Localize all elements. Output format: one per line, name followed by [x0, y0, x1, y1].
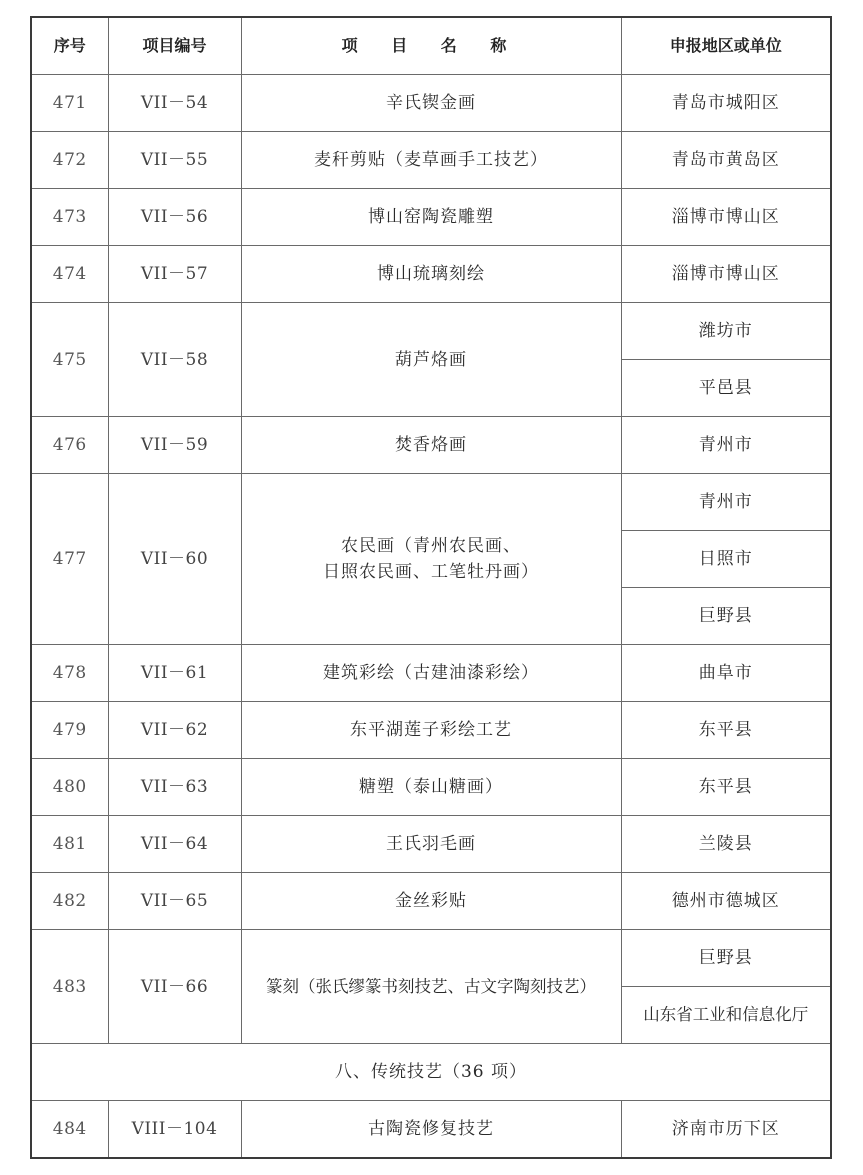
row-index: 482 — [31, 873, 108, 930]
row-name: 建筑彩绘（古建油漆彩绘） — [241, 645, 621, 702]
row-code: VII－65 — [108, 873, 241, 930]
row-name-line-1: 农民画（青州农民画、 — [341, 536, 521, 556]
header-code: 项目编号 — [108, 17, 241, 75]
row-region: 德州市德城区 — [621, 873, 831, 930]
row-index: 481 — [31, 816, 108, 873]
row-index: 472 — [31, 132, 108, 189]
table-row — [31, 474, 831, 531]
row-name: 博山窑陶瓷雕塑 — [241, 189, 621, 246]
row-index: 478 — [31, 645, 108, 702]
row-name: 古陶瓷修复技艺 — [241, 1101, 621, 1159]
row-region: 巨野县 — [621, 588, 831, 645]
row-name: 金丝彩贴 — [241, 873, 621, 930]
row-code: VII－60 — [108, 474, 241, 645]
row-code: VII－56 — [108, 189, 241, 246]
row-region: 巨野县 — [621, 930, 831, 987]
row-index: 476 — [31, 417, 108, 474]
row-region: 青州市 — [621, 417, 831, 474]
row-region: 曲阜市 — [621, 645, 831, 702]
row-region: 潍坊市 — [621, 303, 831, 360]
row-index: 474 — [31, 246, 108, 303]
row-region: 淄博市博山区 — [621, 189, 831, 246]
row-name: 篆刻（张氏缪篆书刻技艺、古文字陶刻技艺） — [241, 930, 621, 1044]
table-row — [31, 702, 831, 759]
row-name: 王氏羽毛画 — [241, 816, 621, 873]
row-index: 479 — [31, 702, 108, 759]
table-row — [31, 417, 831, 474]
row-region: 平邑县 — [621, 360, 831, 417]
row-code: VIII－104 — [108, 1101, 241, 1159]
table-row — [31, 1101, 831, 1159]
row-code: VII－62 — [108, 702, 241, 759]
table-header-row — [31, 17, 831, 75]
row-code: VII－55 — [108, 132, 241, 189]
row-index: 475 — [31, 303, 108, 417]
table-row — [31, 132, 831, 189]
row-region: 日照市 — [621, 531, 831, 588]
row-region: 山东省工业和信息化厅 — [621, 987, 831, 1044]
table-row — [31, 759, 831, 816]
row-region: 东平县 — [621, 702, 831, 759]
header-name: 项 目 名 称 — [241, 17, 621, 75]
row-code: VII－59 — [108, 417, 241, 474]
row-name: 糖塑（泰山糖画） — [241, 759, 621, 816]
row-name-line-2: 日照农民画、工笔牡丹画） — [323, 562, 539, 582]
row-name — [241, 474, 621, 645]
row-name: 葫芦烙画 — [241, 303, 621, 417]
row-code: VII－58 — [108, 303, 241, 417]
row-index: 483 — [31, 930, 108, 1044]
row-region: 济南市历下区 — [621, 1101, 831, 1159]
table-row — [31, 930, 831, 987]
table-row — [31, 303, 831, 360]
row-index: 473 — [31, 189, 108, 246]
table-row — [31, 873, 831, 930]
heritage-list-table — [30, 16, 832, 1159]
row-code: VII－64 — [108, 816, 241, 873]
table-row — [31, 189, 831, 246]
row-name: 焚香烙画 — [241, 417, 621, 474]
row-code: VII－61 — [108, 645, 241, 702]
table-row — [31, 246, 831, 303]
row-index: 484 — [31, 1101, 108, 1159]
header-index: 序号 — [31, 17, 108, 75]
row-code: VII－63 — [108, 759, 241, 816]
row-index: 471 — [31, 75, 108, 132]
row-name: 辛氏锲金画 — [241, 75, 621, 132]
header-region: 申报地区或单位 — [621, 17, 831, 75]
row-region: 青岛市黄岛区 — [621, 132, 831, 189]
row-name: 麦秆剪贴（麦草画手工技艺） — [241, 132, 621, 189]
table-row — [31, 645, 831, 702]
row-region: 淄博市博山区 — [621, 246, 831, 303]
row-region: 青岛市城阳区 — [621, 75, 831, 132]
table-row — [31, 816, 831, 873]
row-code: VII－57 — [108, 246, 241, 303]
row-code: VII－54 — [108, 75, 241, 132]
row-index: 477 — [31, 474, 108, 645]
row-region: 东平县 — [621, 759, 831, 816]
row-region: 青州市 — [621, 474, 831, 531]
row-code: VII－66 — [108, 930, 241, 1044]
row-index: 480 — [31, 759, 108, 816]
table-row — [31, 75, 831, 132]
row-region: 兰陵县 — [621, 816, 831, 873]
row-name: 东平湖莲子彩绘工艺 — [241, 702, 621, 759]
row-name: 博山琉璃刻绘 — [241, 246, 621, 303]
section-row — [31, 1044, 831, 1101]
section-title: 八、传统技艺（36 项） — [31, 1044, 831, 1101]
